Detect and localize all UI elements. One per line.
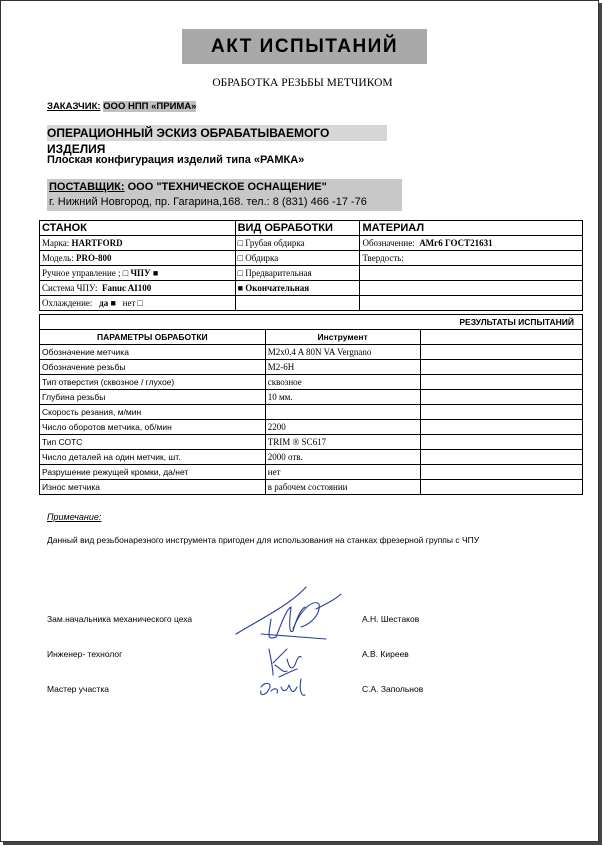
tool-header: Инструмент bbox=[265, 330, 420, 345]
param-name: Глубина резьбы bbox=[40, 390, 266, 405]
results-title-row bbox=[40, 315, 583, 330]
customer-label: ЗАКАЗЧИК: bbox=[47, 101, 101, 112]
param-name: Износ метчика bbox=[40, 480, 266, 495]
signature-role: Зам.начальника механического цеха bbox=[47, 614, 193, 624]
table-row bbox=[40, 266, 583, 281]
param-value: M2-6H bbox=[265, 360, 420, 375]
signature-role: Мастер участка bbox=[47, 684, 109, 694]
table-row bbox=[40, 435, 583, 450]
table-row bbox=[40, 251, 583, 266]
signature-role: Инженер- технолог bbox=[47, 649, 123, 659]
header-operation: ВИД ОБРАБОТКИ bbox=[235, 221, 360, 236]
param-value: 2200 bbox=[265, 420, 420, 435]
op-rough: □ Грубая обдирка bbox=[235, 236, 360, 251]
table-row bbox=[40, 345, 583, 360]
model-cell: Модель: PRO-800 bbox=[40, 251, 236, 266]
empty-cell bbox=[420, 360, 582, 375]
empty-cell bbox=[420, 435, 582, 450]
note-text: Данный вид резьбонарезного инструмента пригоден для использования на станках фрезерной группы с ЧПУ bbox=[47, 535, 480, 545]
param-name: Разрушение режущей кромки, да/нет bbox=[40, 465, 266, 480]
empty-cell bbox=[420, 390, 582, 405]
document-subtitle: ОБРАБОТКА РЕЗЬБЫ МЕТЧИКОМ bbox=[212, 77, 393, 89]
empty-cell bbox=[420, 480, 582, 495]
empty-cell bbox=[420, 375, 582, 390]
empty-cell bbox=[420, 405, 582, 420]
empty-header-cell bbox=[420, 330, 582, 345]
table-row bbox=[40, 281, 583, 296]
signature-name: С.А. Запольнов bbox=[362, 684, 424, 694]
op-roughing: □ Обдирка bbox=[235, 251, 360, 266]
param-name: Обозначение резьбы bbox=[40, 360, 266, 375]
empty-cell bbox=[420, 465, 582, 480]
empty-cell bbox=[420, 420, 582, 435]
param-value: нет bbox=[265, 465, 420, 480]
param-name: Число деталей на один метчик, шт. bbox=[40, 450, 266, 465]
signature-name: А.В. Киреев bbox=[362, 649, 409, 659]
material-empty-cell bbox=[360, 281, 583, 296]
customer-line bbox=[47, 101, 196, 112]
table-row bbox=[40, 450, 583, 465]
machine-table bbox=[39, 220, 583, 311]
customer-value: ООО НПП «ПРИМА» bbox=[103, 101, 197, 112]
param-value: в рабочем состоянии bbox=[265, 480, 420, 495]
op-preliminary: □ Предварительная bbox=[235, 266, 360, 281]
table-row bbox=[40, 405, 583, 420]
handwritten-signatures bbox=[231, 579, 351, 714]
results-title: РЕЗУЛЬТАТЫ ИСПЫТАНИЙ bbox=[40, 315, 583, 330]
param-name: Число оборотов метчика, об/мин bbox=[40, 420, 266, 435]
brand-cell: Марка: HARTFORD bbox=[40, 236, 236, 251]
table-row bbox=[40, 360, 583, 375]
param-value: M2x0.4 A 80N VA Vergnano bbox=[265, 345, 420, 360]
hardness-cell: Твердость: bbox=[360, 251, 583, 266]
results-table bbox=[39, 314, 583, 495]
param-name: Тип отверстия (сквозное / глухое) bbox=[40, 375, 266, 390]
param-value: сквозное bbox=[265, 375, 420, 390]
designation-cell: Обозначение: АМг6 ГОСТ21631 bbox=[360, 236, 583, 251]
param-value: TRIM ® SC617 bbox=[265, 435, 420, 450]
material-empty-cell bbox=[360, 296, 583, 311]
header-material: МАТЕРИАЛ bbox=[360, 221, 583, 236]
param-name: Тип СОТС bbox=[40, 435, 266, 450]
table-row bbox=[40, 465, 583, 480]
supplier-address: г. Нижний Новгород, пр. Гагарина,168. тел.: 8 (831) 466 -17 -76 bbox=[49, 196, 367, 208]
table-row bbox=[40, 375, 583, 390]
header-machine: СТАНОК bbox=[40, 221, 236, 236]
note-label: Примечание: bbox=[47, 512, 102, 522]
table-row bbox=[40, 480, 583, 495]
title-banner bbox=[182, 29, 427, 64]
cooling-cell: Охлаждение: да ■ нет □ bbox=[40, 296, 236, 311]
params-header: ПАРАМЕТРЫ ОБРАБОТКИ bbox=[40, 330, 266, 345]
table-row bbox=[40, 390, 583, 405]
param-name: Скорость резания, м/мин bbox=[40, 405, 266, 420]
param-value: 2000 отв. bbox=[265, 450, 420, 465]
material-empty-cell bbox=[360, 266, 583, 281]
empty-cell bbox=[420, 345, 582, 360]
param-value bbox=[265, 405, 420, 420]
param-value: 10 мм. bbox=[265, 390, 420, 405]
supplier-label: ПОСТАВЩИК: bbox=[49, 181, 125, 193]
supplier-block bbox=[47, 179, 402, 211]
sketch-title: ОПЕРАЦИОННЫЙ ЭСКИЗ ОБРАБАТЫВАЕМОГО ИЗДЕЛИЯ bbox=[47, 125, 387, 141]
table-row bbox=[40, 296, 583, 311]
table-row bbox=[40, 236, 583, 251]
results-header-row bbox=[40, 330, 583, 345]
supplier-line bbox=[49, 181, 327, 193]
op-empty-cell bbox=[235, 296, 360, 311]
frame-title: Плоская конфигурация изделий типа «РАМКА» bbox=[47, 154, 305, 166]
supplier-name: ООО "ТЕХНИЧЕСКОЕ ОСНАЩЕНИЕ" bbox=[127, 181, 327, 193]
op-final: ■ Окончательная bbox=[235, 281, 360, 296]
control-cell: Ручное управление ; □ ЧПУ ■ bbox=[40, 266, 236, 281]
table-row bbox=[40, 420, 583, 435]
machine-table-header bbox=[40, 221, 583, 236]
signature-name: А.Н. Шестаков bbox=[362, 614, 420, 624]
cnc-system-cell: Система ЧПУ: Fanuc AI100 bbox=[40, 281, 236, 296]
empty-cell bbox=[420, 450, 582, 465]
document-title: АКТ ИСПЫТАНИЙ bbox=[211, 35, 398, 57]
param-name: Обозначение метчика bbox=[40, 345, 266, 360]
